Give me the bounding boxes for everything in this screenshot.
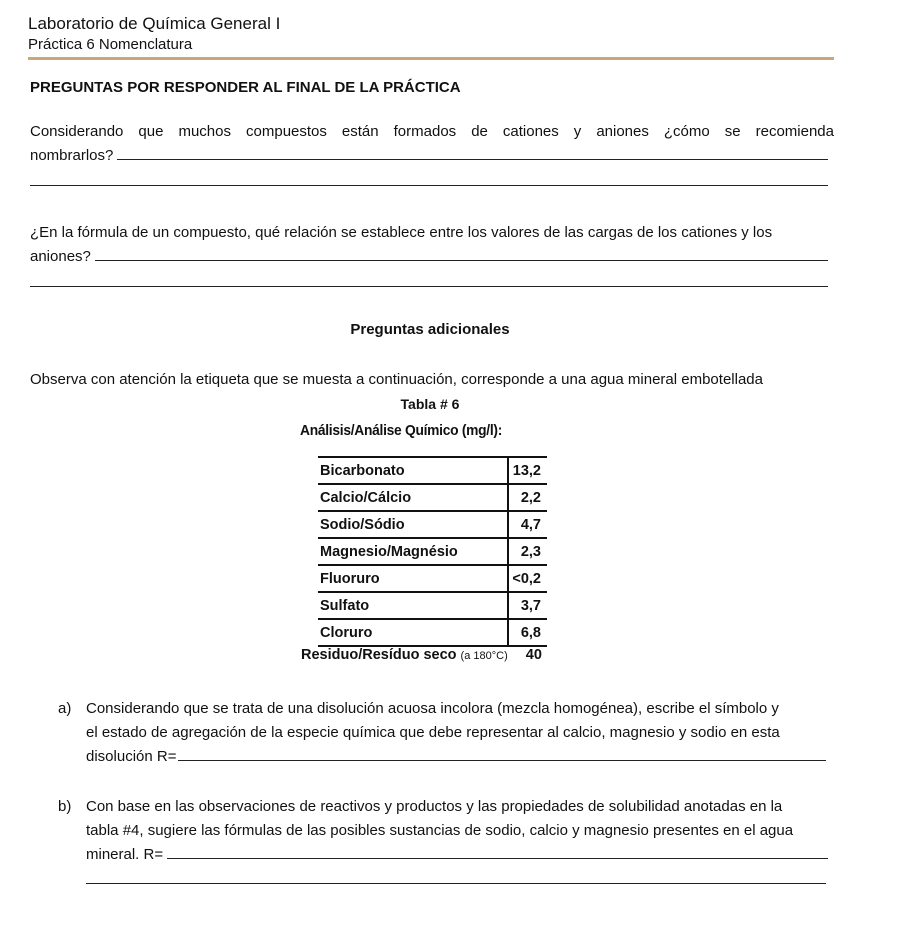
label-title-block	[300, 422, 560, 439]
question-b-line-3: mineral. R=	[86, 846, 164, 863]
question-b-marker: b)	[58, 798, 72, 815]
additional-questions-title: Preguntas adicionales	[350, 321, 510, 338]
table-row	[318, 457, 547, 484]
answer-line[interactable]	[117, 144, 828, 160]
mineral-name: Sulfato	[318, 592, 508, 619]
mineral-value: 2,3	[508, 538, 547, 565]
observe-instructions: Observa con atención la etiqueta que se muesta a continuación, corresponde a una agua mineral embotellada	[30, 371, 763, 388]
table-row	[318, 538, 547, 565]
table-row	[318, 565, 547, 592]
question-2-line-1: ¿En la fórmula de un compuesto, qué relación se establece entre los valores de las cargas de los cationes y los	[30, 224, 773, 241]
practice-subtitle: Práctica 6 Nomenclatura	[28, 36, 193, 53]
mineral-name: Bicarbonato	[318, 457, 508, 484]
mineral-value: 6,8	[508, 619, 547, 646]
question-b-line-1: Con base en las observaciones de reactivos y productos y las propiedades de solubilidad anotadas en la	[86, 798, 783, 815]
question-a-marker: a)	[58, 700, 72, 717]
question-1-line-1: Considerando que muchos compuestos están formados de cationes y aniones ¿cómo se recomienda	[30, 123, 834, 140]
label-title: Análisis/Análise Químico (mg/l):	[300, 422, 503, 439]
mineral-analysis-table	[318, 456, 547, 647]
mineral-value: <0,2	[508, 565, 547, 592]
table-caption: Tabla # 6	[400, 396, 460, 412]
mineral-name: Magnesio/Magnésio	[318, 538, 508, 565]
question-b	[86, 795, 834, 884]
mineral-name: Fluoruro	[318, 565, 508, 592]
residuo-value: 40	[525, 647, 542, 663]
answer-line[interactable]	[167, 843, 828, 859]
course-title: Laboratorio de Química General I	[28, 14, 281, 33]
mineral-value: 13,2	[508, 457, 547, 484]
mineral-name: Sodio/Sódio	[318, 511, 508, 538]
answer-line[interactable]	[86, 883, 826, 884]
answer-line[interactable]	[95, 245, 828, 261]
question-2-line-2: aniones?	[30, 248, 91, 265]
question-2	[30, 221, 834, 287]
mineral-value: 2,2	[508, 484, 547, 511]
table-row	[318, 592, 547, 619]
residuo-temperature: (a 180°C)	[460, 650, 508, 662]
table-row	[318, 484, 547, 511]
answer-line[interactable]	[178, 745, 826, 761]
question-1-line-2: nombrarlos?	[30, 147, 114, 164]
mineral-value: 3,7	[508, 592, 547, 619]
table-row	[318, 619, 547, 646]
question-b-line-2: tabla #4, sugiere las fórmulas de las posibles sustancias de sodio, calcio y magnesio presentes en el agua	[86, 822, 794, 839]
question-a	[86, 697, 834, 769]
answer-line[interactable]	[30, 286, 828, 287]
residuo-label: Residuo/Resíduo seco	[301, 647, 457, 663]
answer-line[interactable]	[30, 185, 828, 186]
question-a-line-2: el estado de agregación de la especie química que debe representar al calcio, magnesio y sodio en esta	[86, 724, 780, 741]
mineral-name: Calcio/Cálcio	[318, 484, 508, 511]
header-divider	[28, 57, 834, 60]
question-a-line-3: disolución R=	[86, 748, 177, 765]
question-1	[30, 120, 834, 186]
residuo-seco	[301, 647, 542, 663]
mineral-value: 4,7	[508, 511, 547, 538]
table-row	[318, 511, 547, 538]
mineral-name: Cloruro	[318, 619, 508, 646]
question-a-line-1: Considerando que se trata de una disolución acuosa incolora (mezcla homogénea), escribe el símbolo y	[86, 700, 779, 717]
section-title: PREGUNTAS POR RESPONDER AL FINAL DE LA PRÁCTICA	[30, 79, 461, 96]
